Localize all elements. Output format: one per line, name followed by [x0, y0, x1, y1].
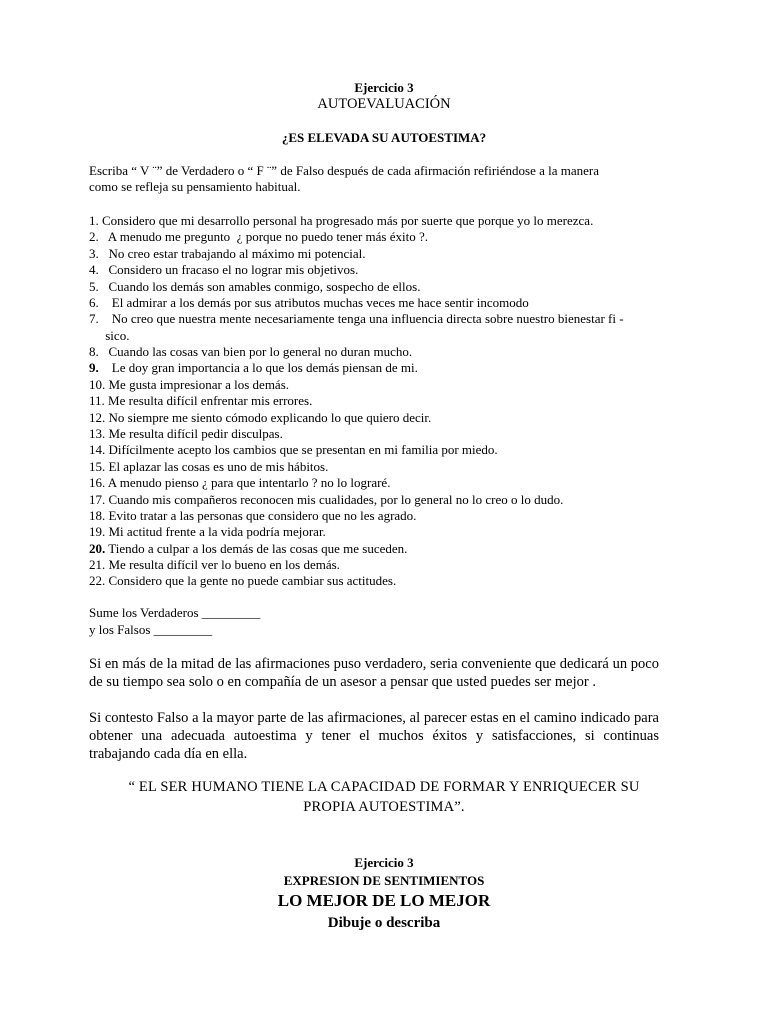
list-item-text: El admirar a los demás por sus atributos muchas veces me hace sentir incomodo: [98, 294, 529, 310]
list-item-number: 7.: [89, 311, 99, 327]
list-item: [89, 377, 289, 393]
list-item-text: No siempre me siento cómodo explicando lo que quiero decir.: [105, 409, 432, 425]
list-item-number: 8.: [89, 344, 99, 359]
list-item-text: Cuando mis compañeros reconocen mis cualidades, por lo general no lo creo o lo dudo.: [105, 491, 564, 507]
list-item: [89, 459, 328, 475]
list-item: [89, 311, 624, 327]
list-item-text: No creo que nuestra mente necesariamente tenga una influencia directa sobre nuestro bienestar fi -: [98, 311, 624, 327]
instructions-line-2: como se refleja su pensamiento habitual.: [89, 179, 301, 194]
list-item: [89, 295, 529, 311]
list-item: [89, 344, 412, 360]
list-item: [89, 360, 418, 376]
list-item: [89, 262, 358, 278]
list-item: [89, 475, 390, 491]
list-item-number: 16.: [89, 475, 106, 491]
list-item-text: Me resulta difícil enfrentar mis errores.: [104, 393, 313, 409]
list-item: [89, 328, 129, 344]
quote: [89, 777, 679, 817]
exercise-label-2: Ejercicio 3: [354, 855, 414, 870]
list-item-number: 1.: [89, 213, 99, 228]
list-item-text: El aplazar las cosas es uno de mis hábitos.: [105, 458, 329, 474]
exercise-label: Ejercicio 3: [354, 80, 414, 95]
list-item-number: 13.: [89, 425, 106, 441]
section-2-title: LO MEJOR DE LO MEJOR: [277, 891, 491, 910]
list-item: [89, 508, 416, 524]
list-item: [89, 557, 340, 573]
sum-true-line: Sume los Verdaderos _________: [89, 605, 261, 620]
result-paragraph-true: Si en más de la mitad de las afirmaciones puso verdadero, seria conveniente que dedicará un poco de su tiempo sea solo o en compañía de un asesor a pensar que usted puedes ser mejor .: [89, 656, 659, 690]
list-item-text: No creo estar trabajando al máximo mi potencial.: [98, 245, 366, 261]
list-item-number: 4.: [89, 262, 99, 278]
quote-line-1: “ EL SER HUMANO TIENE LA CAPACIDAD DE FORMAR Y ENRIQUECER SU: [128, 779, 640, 795]
list-item: [89, 442, 498, 458]
list-item: [89, 524, 326, 540]
list-item: [89, 279, 420, 295]
question-heading: ¿ES ELEVADA SU AUTOESTIMA?: [281, 130, 487, 145]
list-item-text: Me resulta difícil pedir disculpas.: [105, 425, 283, 441]
list-item-text: Tiendo a culpar a los demás de las cosas que me suceden.: [105, 540, 408, 556]
list-item-text: Difícilmente acepto los cambios que se presentan en mi familia por miedo.: [105, 442, 498, 458]
list-item-text: Me gusta impresionar a los demás.: [105, 376, 290, 392]
list-item: [89, 573, 396, 589]
list-item-number: 17.: [89, 491, 106, 507]
list-item-number: 22.: [89, 573, 106, 589]
list-item-text: Cuando las cosas van bien por lo general no duran mucho.: [98, 344, 413, 359]
list-item-text: Le doy gran importancia a lo que los demás piensan de mi.: [98, 360, 418, 376]
list-item-text: Cuando los demás son amables conmigo, sospecho de ellos.: [98, 278, 421, 294]
list-item: [89, 492, 563, 508]
list-item: [89, 426, 283, 442]
list-item-number: 10.: [89, 376, 106, 392]
list-item: [89, 393, 312, 409]
list-item-text: A menudo me pregunto ¿ porque no puedo tener más éxito ?.: [98, 229, 429, 245]
list-item-text: Mi actitud frente a la vida podría mejorar.: [105, 524, 326, 540]
list-item: [89, 246, 366, 262]
list-item: [89, 410, 431, 426]
list-item-text: Me resulta difícil ver lo bueno en los demás.: [105, 557, 340, 572]
list-item-number: 9.: [89, 360, 99, 376]
list-item-text: Evito tratar a las personas que considero que no les agrado.: [105, 507, 417, 523]
list-item: [89, 213, 593, 229]
list-item-number: 3.: [89, 245, 99, 261]
sum-false-line: y los Falsos _________: [89, 622, 213, 637]
list-item-text: Considero que mi desarrollo personal ha progresado más por suerte que porque yo lo merezca.: [98, 213, 594, 228]
list-item-number: 2.: [89, 229, 99, 245]
quote-line-2: PROPIA AUTOESTIMA”.: [303, 799, 465, 815]
list-item-number: 15.: [89, 458, 106, 474]
list-item-number: 21.: [89, 557, 106, 572]
list-item-text: sico.: [89, 327, 130, 343]
result-paragraph-false: Si contesto Falso a la mayor parte de las afirmaciones, al parecer estas en el camino indicado para obtener una adecuada autoestima y tener el muchos éxitos y satisfacciones, si continuas trabajando cada día en ella.: [89, 710, 659, 762]
list-item-number: 12.: [89, 409, 106, 425]
list-item-number: 6.: [89, 294, 99, 310]
list-item-number: 18.: [89, 507, 106, 523]
list-item: [89, 229, 428, 245]
list-item: [89, 541, 407, 557]
section-title: AUTOEVALUACIÓN: [317, 96, 451, 112]
list-item-number: 20.: [89, 540, 106, 556]
section-2-subtitle: EXPRESION DE SENTIMIENTOS: [283, 873, 485, 888]
list-item-number: 14.: [89, 442, 106, 458]
section-2-instruction: Dibuje o describa: [327, 915, 441, 931]
list-item-number: 11.: [89, 393, 105, 409]
list-item-text: Considero que la gente no puede cambiar sus actitudes.: [105, 573, 397, 589]
list-item-number: 5.: [89, 278, 99, 294]
list-item-text: Considero un fracaso el no lograr mis objetivos.: [98, 262, 359, 278]
list-item-number: 19.: [89, 524, 106, 540]
instructions-line-1: Escriba “ V ¨” de Verdadero o “ F ¨” de Falso después de cada afirmación refiriéndose a la manera: [89, 163, 600, 178]
list-item-text: A menudo pienso ¿ para que intentarlo ? no lo lograré.: [105, 475, 391, 491]
